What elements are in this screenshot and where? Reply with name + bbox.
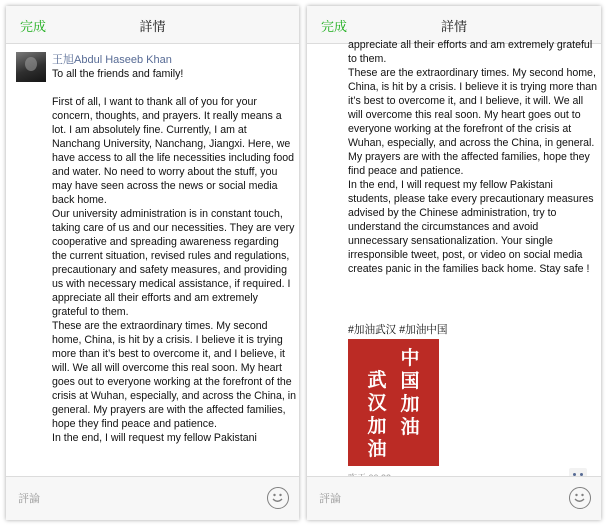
post-detail-scrolled [307, 39, 601, 476]
smiley-face-icon[interactable] [267, 487, 289, 509]
image-calligraphy-left: 武汉加油 [367, 369, 387, 460]
image-calligraphy-right: 中国加油 [400, 347, 420, 438]
comment-bar [6, 476, 299, 520]
done-button[interactable]: 完成 [321, 19, 348, 34]
comment-bar [307, 476, 601, 520]
smiley-face-icon[interactable] [569, 487, 591, 509]
page-title: 詳情 [440, 19, 467, 34]
post-detail [6, 44, 299, 476]
post-body-text: To all the friends and family! First of all, I want to thank all of you for your concern, thoughts, and prayers. It really means a lot. I am absolutely fine. Currently, I am at Nanchang University, Nanchang, Jiangxi. Here, we have access to all the life necessities including food and water. No need to worry about the stuff, you may have seen across the news or social media back home. Our university administration is in constant touch, taking care of us and our necessities. They are very cooperative and spreading awareness regarding the current situation, revised rules and regulations, precautionary and safety measures, and providing us with necessary medical assistance, if required. I appreciate all their efforts and am extremely grateful to them. These are the extraordinary times. My second home, China, is hit by a crisis. I believe it is trying more than it’s best to overcome it, and I believe, it will. We all will overcome this real soon. My heart goes out to everyone working at the forefront of the crisis at Wuhan, especially, and across the China, in general. My prayers are with the affected families, hope they find peace and patience. In the end, I will request my fellow Pakistani [52, 68, 296, 444]
post-author-name[interactable]: 王旭Abdul Haseeb Khan [52, 54, 172, 66]
user-avatar[interactable] [16, 52, 46, 82]
page-title: 詳情 [139, 19, 166, 34]
comment-input[interactable]: 評論 [319, 493, 341, 505]
right-screen [307, 6, 601, 520]
post-body-text: appreciate all their efforts and am extremely grateful to them. These are the extraordinary times. My second home, China, is hit by a crisis. I believe it is trying more than it’s best to overcome it, and I believe, it will. We all will overcome this real soon. My heart goes out to everyone working at the forefront of the crisis at Wuhan, especially, and across the China, in general. My prayers are with the affected families, hope they find peace and patience. In the end, I will request my fellow Pakistani students, please take every precautionary measures advised by the Chinese administration, try to understand the circumstances and avoid unnecessary sensationalization. Your single irresponsible tweet, post, or video on social media creates panic in the families back home. Stay safe ! [348, 39, 598, 275]
post-hashtags[interactable]: #加油武汉 #加油中国 [348, 324, 448, 336]
post-image[interactable] [348, 339, 439, 466]
left-screen [6, 6, 299, 520]
navigation-bar [6, 6, 299, 44]
comment-input[interactable]: 評論 [18, 493, 40, 505]
done-button[interactable]: 完成 [20, 19, 47, 34]
